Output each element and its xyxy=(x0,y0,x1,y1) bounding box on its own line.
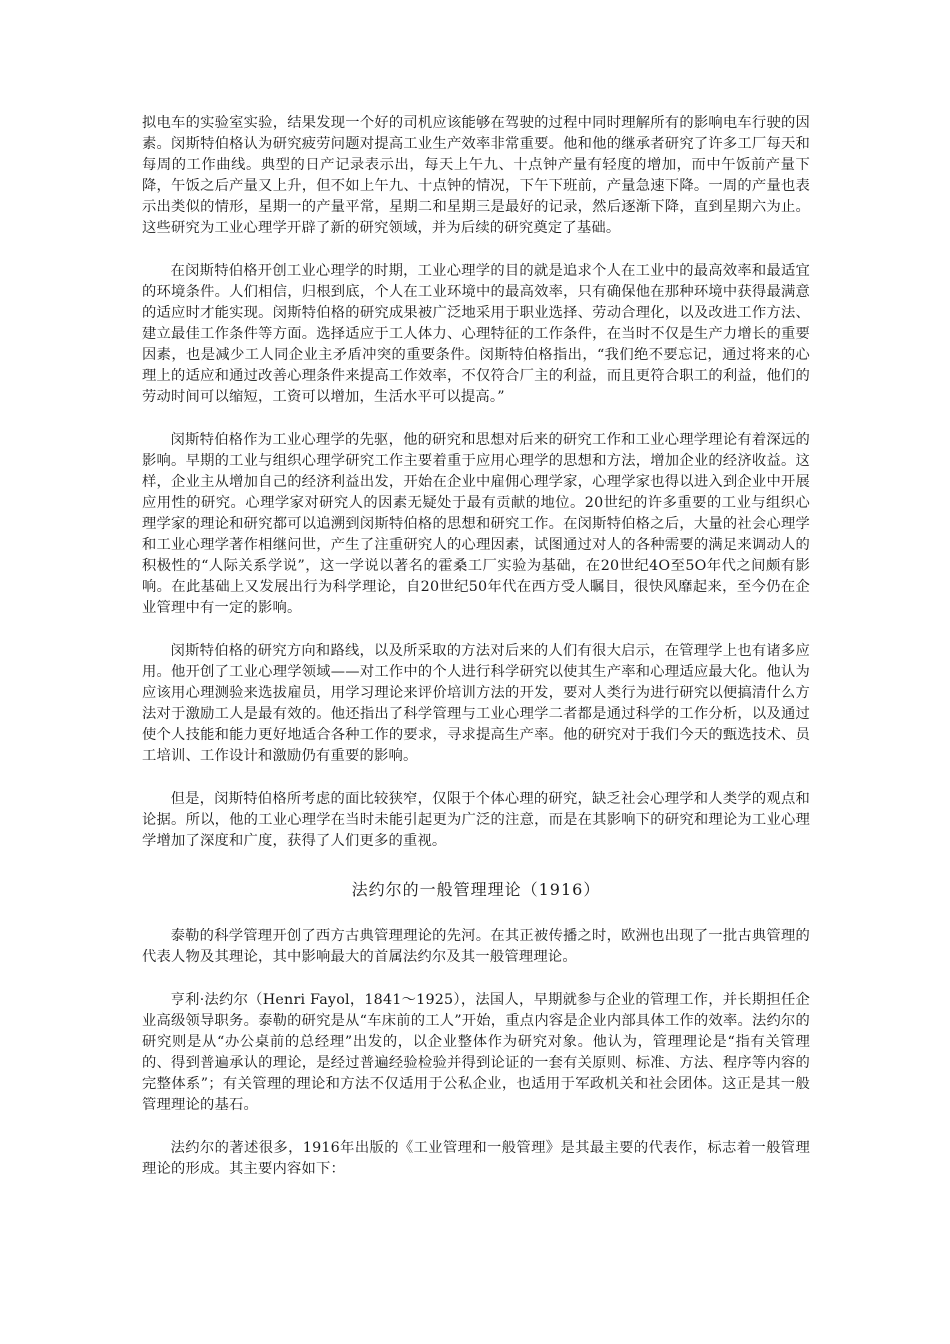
paragraph: 在闵斯特伯格开创工业心理学的时期，工业心理学的目的就是追求个人在工业中的最高效率和最适宜的环境条件。人们相信，归根到底，个人在工业环境中的最高效率，只有确保他在那种环境中获得最满意的适应时才能实现。闵斯特伯格的研究成果被广泛地采用于职业选择、劳动合理化，以及改进工作方法、建立最佳工作条件等方面。选择适应于工人体力、心理特征的工作条件，在当时不仅是生产力增长的重要因素，也是减少工人同企业主矛盾冲突的重要条件。闵斯特伯格指出，“我们绝不要忘记，通过将来的心理上的适应和通过改善心理条件来提高工作效率，不仅符合厂主的利益，而且更符合职工的利益，他们的劳动时间可以缩短，工资可以增加，生活水平可以提高。” xyxy=(142,263,810,405)
document-page xyxy=(142,113,810,1202)
paragraph: 泰勒的科学管理开创了西方古典管理理论的先河。在其正被传播之时，欧洲也出现了一批古典管理的代表人物及其理论，其中影响最大的首属法约尔及其一般管理理论。 xyxy=(142,928,810,965)
section-heading: 法约尔的一般管理理论（1916） xyxy=(351,880,601,899)
paragraph: 法约尔的著述很多，1916年出版的《工业管理和一般管理》是其最主要的代表作，标志着一般管理理论的形成。其主要内容如下： xyxy=(142,1140,810,1177)
paragraph-continued: 拟电车的实验室实验，结果发现一个好的司机应该能够在驾驶的过程中同时理解所有的影响电车行驶的因素。闵斯特伯格认为研究疲劳问题对提高工业生产效率非常重要。他和他的继承者研究了许多工厂每天和每周的工作曲线。典型的日产记录表示出，每天上午九、十点钟产量有轻度的增加，而中午饭前产量下降，午饭之后产量又上升，但不如上午九、十点钟的情况，下午下班前，产量急速下降。一周的产量也表示出类似的情形，星期一的产量平常，星期二和星期三是最好的记录，然后逐渐下降，直到星期六为止。这些研究为工业心理学开辟了新的研究领域，并为后续的研究奠定了基础。 xyxy=(142,115,810,236)
paragraph: 亨利·法约尔（Henri Fayol，1841～1925），法国人，早期就参与企业的管理工作，并长期担任企业高级领导职务。泰勒的研究是从“车床前的工人”开始，重点内容是企业内部具体工作的效率。法约尔的研究则是从“办公桌前的总经理”出发的，以企业整体作为研究对象。他认为，管理理论是“指有关管理的、得到普遍承认的理论，是经过普遍经验检验并得到论证的一套有关原则、标准、方法、程序等内容的完整体系”；有关管理的理论和方法不仅适用于公私企业，也适用于军政机关和社会团体。这正是其一般管理理论的基石。 xyxy=(142,992,810,1113)
paragraph: 闵斯特伯格作为工业心理学的先驱，他的研究和思想对后来的研究工作和工业心理学理论有着深远的影响。早期的工业与组织心理学研究工作主要着重于应用心理学的思想和方法，增加企业的经济收益。这样，企业主从增加自己的经济利益出发，开始在企业中雇佣心理学家，心理学家也得以进入到企业中开展应用性的研究。心理学家对研究人的因素无疑处于最有贡献的地位。20世纪的许多重要的工业与组织心理学家的理论和研究都可以追溯到闵斯特伯格的思想和研究工作。在闵斯特伯格之后，大量的社会心理学和工业心理学著作相继问世，产生了注重研究人的心理因素，试图通过对人的各种需要的满足来调动人的积极性的“人际关系学说”，这一学说以著名的霍桑工厂实验为基础，在20世纪4O至5O年代之间颇有影响。在此基础上又发展出行为科学理论，自20世纪50年代在西方受人瞩目，很快风靡起来，至今仍在企业管理中有一定的影响。 xyxy=(142,432,810,616)
paragraph: 闵斯特伯格的研究方向和路线，以及所采取的方法对后来的人们有很大启示，在管理学上也有诸多应用。他开创了工业心理学领域——对工作中的个人进行科学研究以使其生产率和心理适应最大化。他认为应该用心理测验来选拔雇员，用学习理论来评价培训方法的开发，要对人类行为进行研究以便搞清什么方法对于激励工人是最有效的。他还指出了科学管理与工业心理学二者都是通过科学的工作分析，以及通过使个人技能和能力更好地适合各种工作的要求，寻求提高生产率。他的研究对于我们今天的甄选技术、员工培训、工作设计和激励仍有重要的影响。 xyxy=(142,643,810,764)
paragraph: 但是，闵斯特伯格所考虑的面比较狭窄，仅限于个体心理的研究，缺乏社会心理学和人类学的观点和论据。所以，他的工业心理学在当时未能引起更为广泛的注意，而是在其影响下的研究和理论为工业心理学增加了深度和广度，获得了人们更多的重视。 xyxy=(142,791,810,849)
